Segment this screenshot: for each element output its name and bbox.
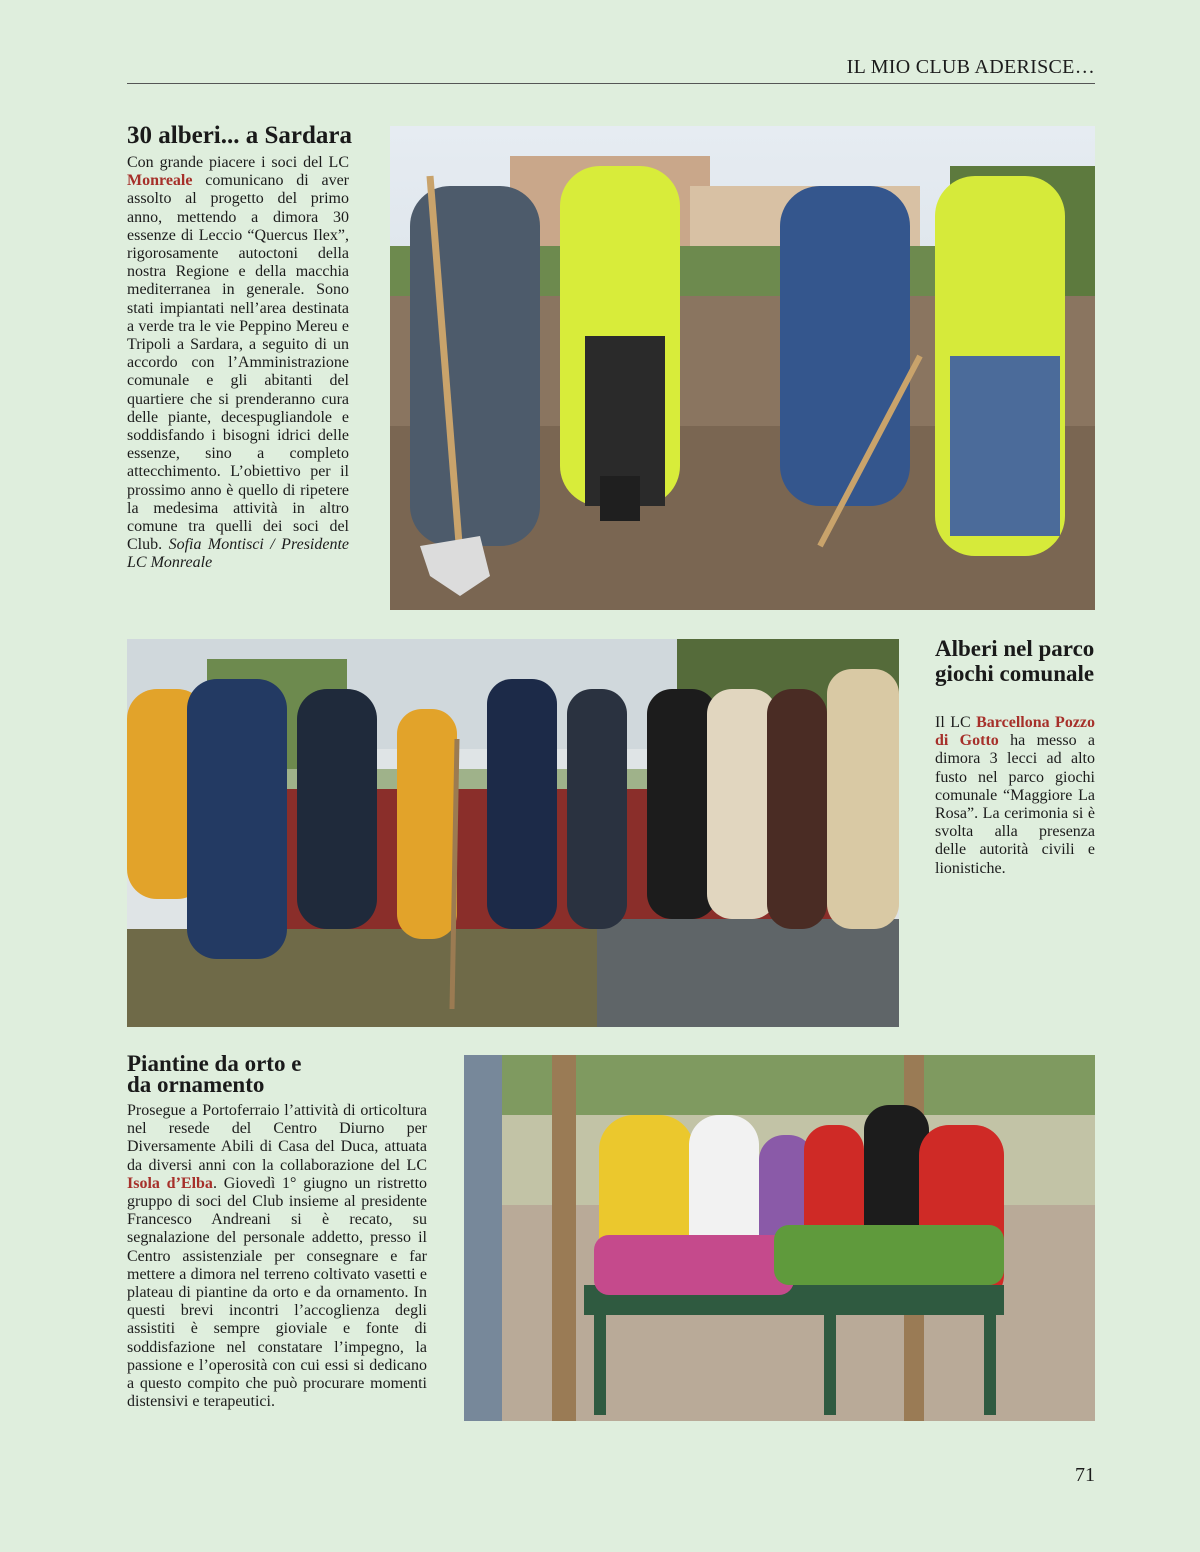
photo-tree-planting-sardara: [390, 126, 1095, 610]
article-title-parco: Alberi nel parco giochi comunale: [935, 636, 1095, 686]
photo-garden-plants: [464, 1055, 1095, 1421]
club-name-monreale: Monreale: [127, 172, 193, 190]
article-title-sardara: 30 alberi... a Sardara: [127, 122, 352, 149]
article-body-parco: [935, 714, 1095, 878]
article-text: ha messo a dimora 3 lecci ad alto fusto nel parco giochi comunale “Maggiore La Rosa”. La cerimonia si è svolta alla presenza delle autorità civili e lionistiche.: [935, 732, 1095, 877]
header-rule: [127, 83, 1095, 84]
article-body-piantine: [127, 1102, 427, 1411]
article-text: Con grande piacere i soci del LC: [127, 154, 349, 171]
article-body-sardara: [127, 154, 349, 573]
article-text: comunicano di aver assolto al progetto del primo anno, mettendo a dimora 30 essenze di Leccio “Quercus Ilex”, rigorosamente autoctoni della nostra Regione e della macchia mediterranea in generale. Sono stati impiantati nell’area destinata a verde tra le vie Peppino Mereu e Tripoli a Sardara, a seguito di un accordo con l’Amministrazione comunale e gli abitanti del quartiere che si prenderanno cura delle piante, decespugliandole e soddisfando i bisogni idrici delle essenze, sino a completo attecchimento. L’obiettivo per il prossimo anno è quello di ripetere la medesima attività in altro comune tra quelli dei soci del Club.: [127, 172, 350, 554]
article-text: Prosegue a Portoferraio l’attività di orticoltura nel resede del Centro Diurno per Diversamente Abili di Casa del Duca, attuata da diversi anni con la collaborazione del LC: [127, 1102, 427, 1174]
club-name-barcellona: Barcellona Pozzo di Gotto: [935, 714, 1096, 750]
club-name-isola-elba: Isola d’Elba: [127, 1174, 213, 1192]
article-text: . Giovedì 1° giugno un ristretto gruppo di soci del Club insieme al presidente Francesco Andreani si è recato, su segnalazione del personale addetto, presso il Centro assistenziale per consegnare e far mettere a dimora nel terreno coltivato vasetti e plateau di piantine da orto e da ornamento. In questi brevi incontri l’accoglienza degli assistiti è sempre gioviale e fonte di soddisfazione nel constatare l’impegno, la passione e l’operosità con cui essi si dedicano a questo compito che può procurare momenti distensivi e terapeutici.: [127, 1174, 428, 1411]
page-number: 71: [1075, 1464, 1095, 1486]
photo-park-ceremony: [127, 639, 899, 1027]
section-header: IL MIO CLUB ADERISCE…: [846, 56, 1095, 78]
article-signature: Sofia Montisci / Presidente LC Monreale: [127, 536, 350, 572]
article-title-piantine: Piantine da orto e da ornamento: [127, 1051, 302, 1097]
article-text: Il LC: [935, 714, 971, 731]
